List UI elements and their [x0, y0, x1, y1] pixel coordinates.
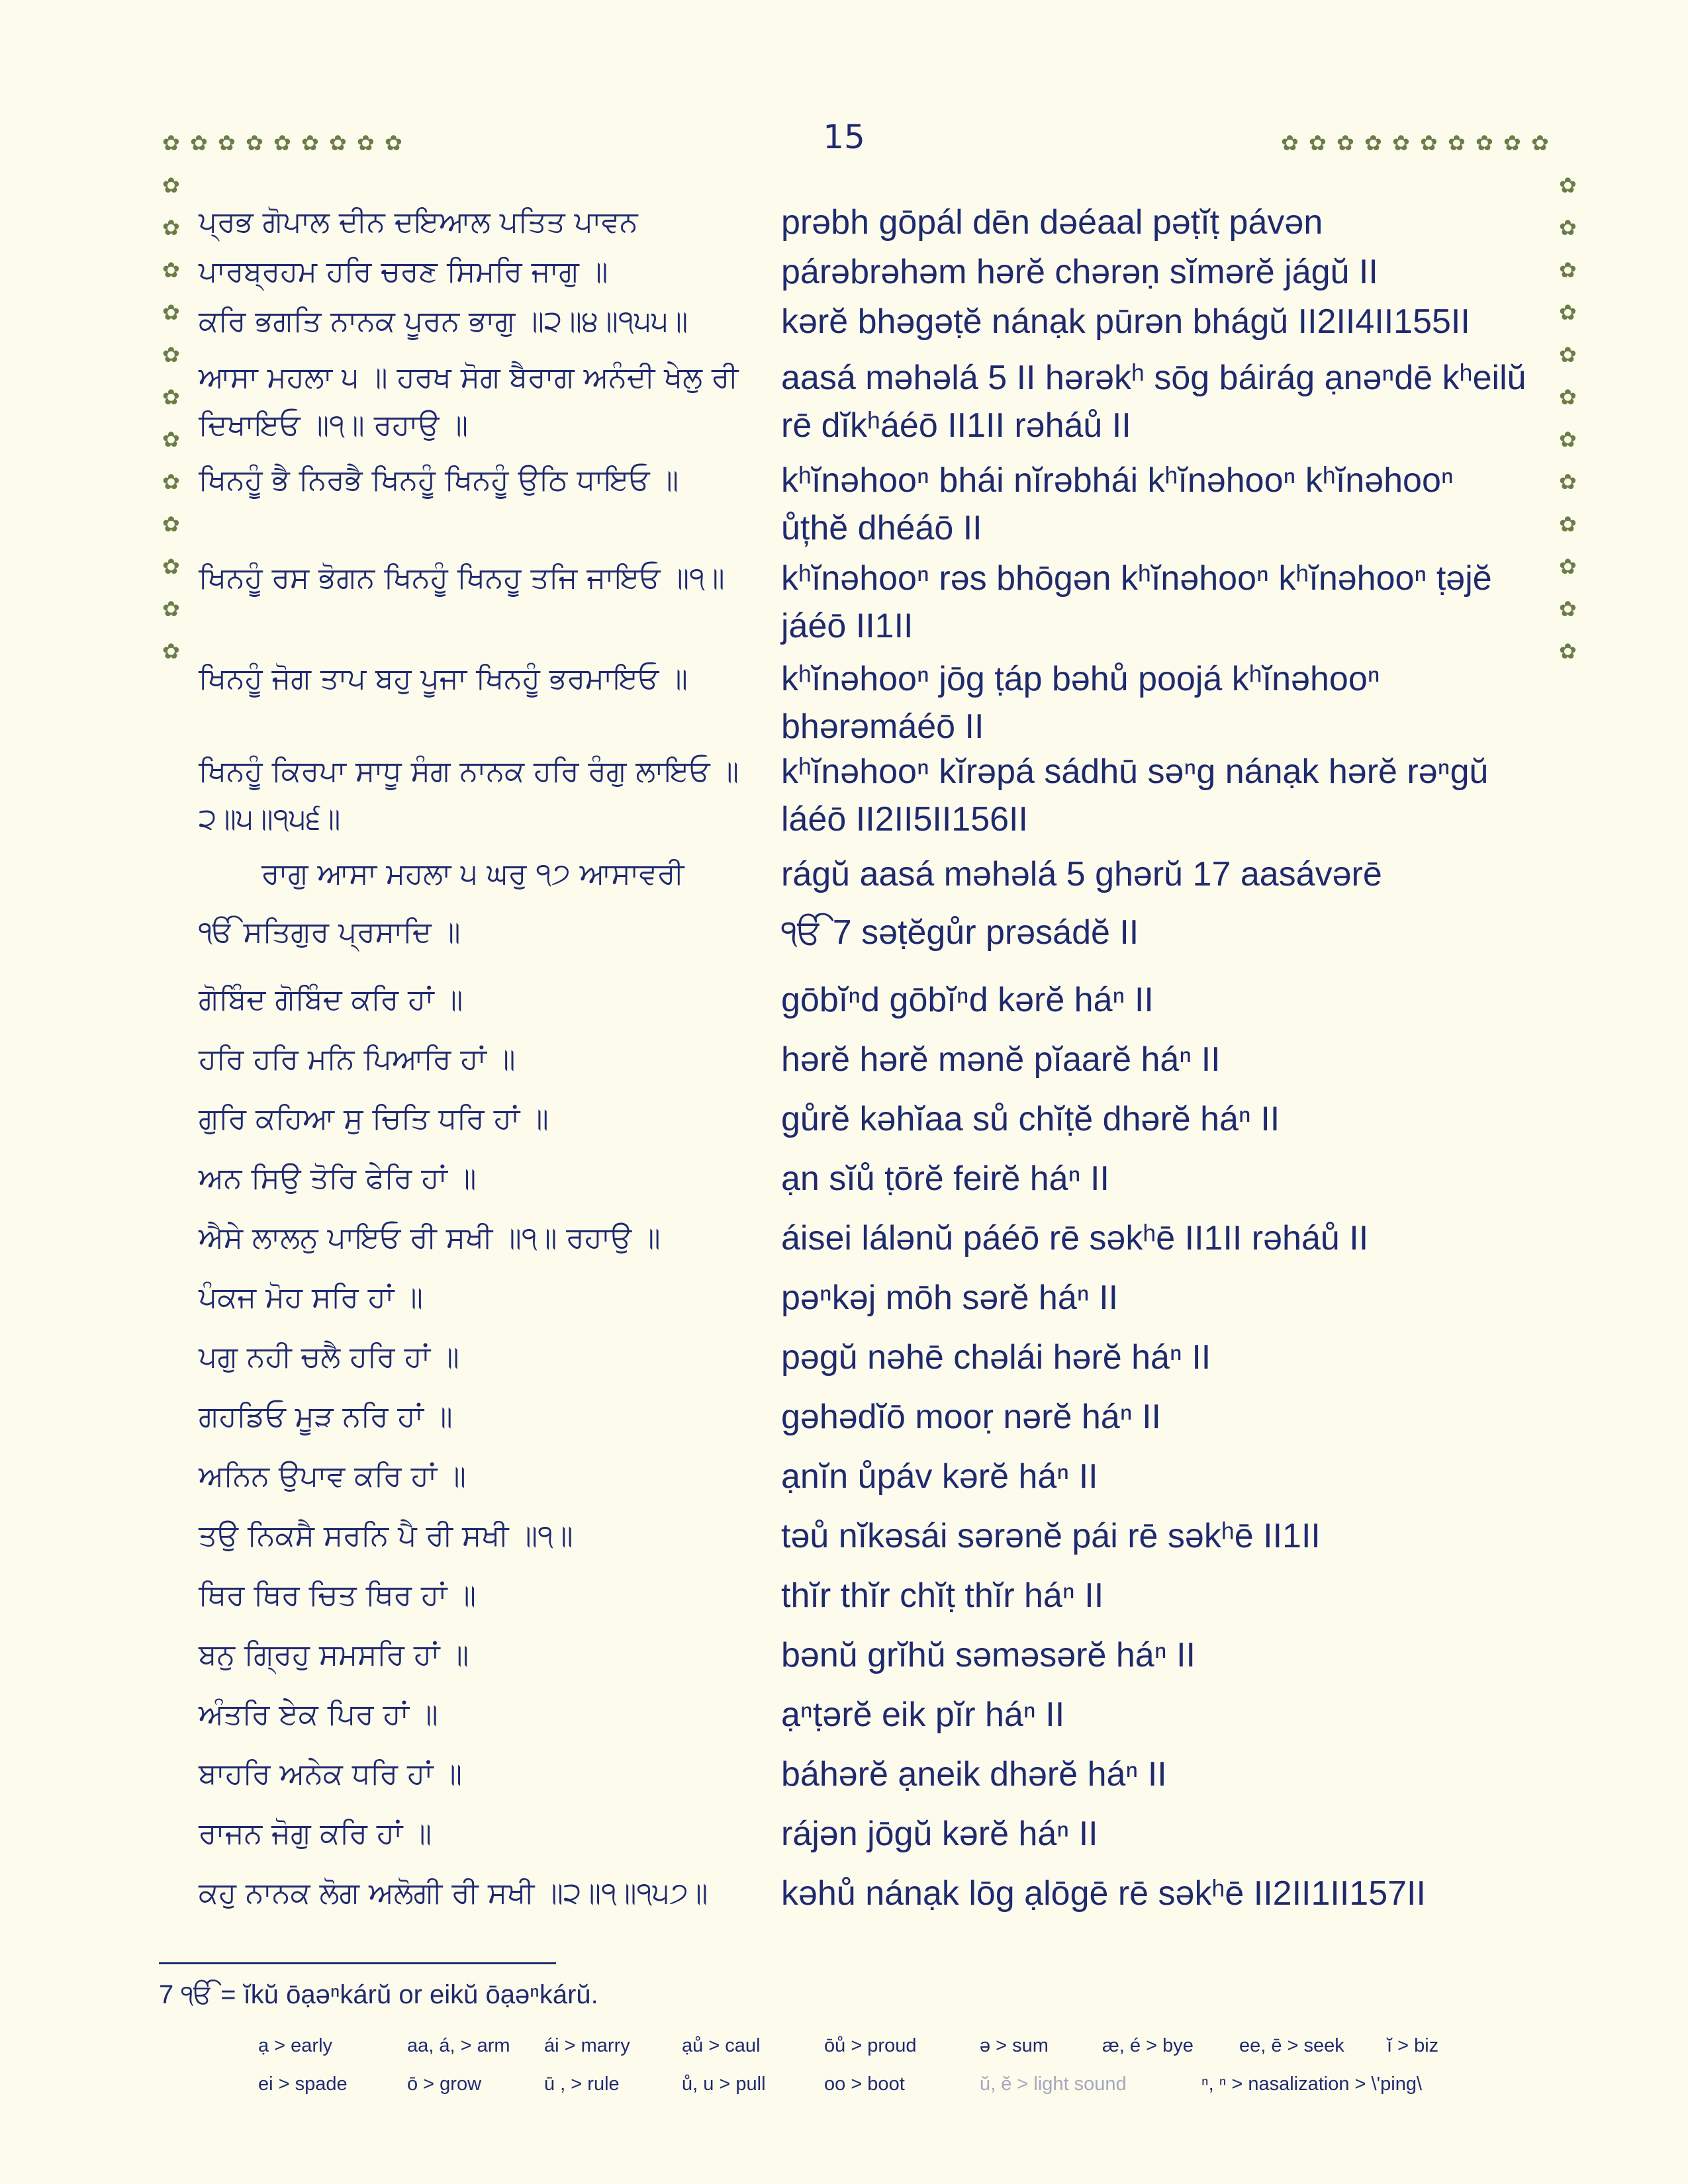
flower-ornament-icon: ✿ [1309, 130, 1327, 156]
transliteration-line: pəgŭ nəhē chəlái hərĕ háⁿ II [781, 1338, 1211, 1377]
gurmukhi-line: ਅਨਿਨ ਉਪਾਵ ਕਰਿ ਹਾਂ ॥ [199, 1459, 466, 1493]
flower-ornament-icon: ✿ [329, 130, 347, 156]
flower-ornament-icon: ✿ [218, 130, 236, 156]
transliteration-line: párəbrəhəm hərĕ chərəṇ sĭmərĕ jágŭ II [781, 253, 1378, 291]
gurmukhi-line: ਪੰਕਜ ਮੋਹ ਸਰਿ ਹਾਂ ॥ [199, 1281, 423, 1314]
flower-ornament-icon: ✿ [1559, 385, 1577, 410]
gurmukhi-line: ਗੁਰਿ ਕਹਿਆ ਸੁ ਚਿਤਿ ਧਰਿ ਹਾਂ ॥ [199, 1102, 549, 1136]
transliteration-line: prəbh gōpál dēn dəéaal pəṭĭṭ pávən [781, 203, 1323, 242]
gurmukhi-line: ਕਰਿ ਭਗਤਿ ਨਾਨਕ ਪੂਰਨ ਭਾਗੁ ॥੨॥੪॥੧੫੫॥ [199, 304, 688, 338]
flower-ornament-icon: ✿ [190, 130, 208, 156]
flower-ornament-icon: ✿ [273, 130, 291, 156]
gurmukhi-line: ਖਿਨਹੂੰ ਜੋਗ ਤਾਪ ਬਹੁ ਪੂਜਾ ਖਿਨਹੂੰ ਭਰਮਾਇਓ ॥ [199, 662, 688, 696]
flower-ornament-icon: ✿ [1531, 130, 1549, 156]
pronunciation-key-item: ạů > caul [682, 2035, 761, 2056]
flower-ornament-icon: ✿ [162, 215, 180, 240]
gurmukhi-line: ਗਹਡਿਓ ਮੂੜ ਨਰਿ ਹਾਂ ॥ [199, 1400, 453, 1433]
transliteration-line: kʰĭnəhooⁿ jōg ṭáp bəhů poojá kʰĭnəhooⁿ bhərəmáéō II [781, 660, 1380, 746]
gurmukhi-line: ਬਾਹਰਿ ਅਨੇਕ ਧਰਿ ਹਾਂ ॥ [199, 1757, 463, 1791]
flower-ornament-icon: ✿ [385, 130, 402, 156]
pronunciation-key-item: ĭ > biz [1387, 2035, 1439, 2056]
flower-ornament-icon: ✿ [1392, 130, 1410, 156]
pronunciation-key-item: ạ > early [258, 2035, 333, 2056]
flower-ornament-icon: ✿ [1559, 554, 1577, 579]
gurmukhi-line: ਬਨੁ ਗ੍ਰਿਹੁ ਸਮਸਰਿ ਹਾਂ ॥ [199, 1638, 469, 1672]
flower-ornament-icon: ✿ [1559, 257, 1577, 283]
transliteration-line: ạnĭn ůpáv kərĕ háⁿ II [781, 1457, 1098, 1496]
flower-ornament-icon: ✿ [162, 469, 180, 494]
gurmukhi-line: ਗੋਬਿੰਦ ਗੋਬਿੰਦ ਕਰਿ ਹਾਂ ॥ [199, 983, 463, 1017]
gurmukhi-line: ਕਹੁ ਨਾਨਕ ਲੋਗ ਅਲੋਗੀ ਰੀ ਸਖੀ ॥੨॥੧॥੧੫੭॥ [199, 1876, 708, 1910]
transliteration-line: aasá məhəlá 5 II hərəkʰ sōg báirág ạnəⁿdē kʰeilŭ rē dĭkʰáéō II1II rəháů II [781, 359, 1526, 445]
gurmukhi-line: ਥਿਰ ਥਿਰ ਚਿਤ ਥਿਰ ਹਾਂ ॥ [199, 1578, 477, 1612]
footnote-divider [159, 1962, 556, 1964]
flower-ornament-icon: ✿ [1559, 596, 1577, 621]
transliteration-line: báhərĕ ạneik dhərĕ háⁿ II [781, 1755, 1167, 1794]
flower-ornament-icon: ✿ [162, 639, 180, 664]
pronunciation-key-item: ōů > proud [824, 2035, 917, 2056]
page-number: 15 [823, 118, 865, 156]
flower-ornament-icon: ✿ [1559, 342, 1577, 367]
flower-ornament-icon: ✿ [301, 130, 319, 156]
flower-ornament-icon: ✿ [1503, 130, 1521, 156]
gurmukhi-line: ਤਉ ਨਿਕਸੈ ਸਰਨਿ ਪੈ ਰੀ ਸਖੀ ॥੧॥ [199, 1519, 573, 1553]
pronunciation-key-item: ⁿ, ⁿ > nasalization > \'ping\ [1201, 2073, 1423, 2095]
pronunciation-key-item: oo > boot [824, 2073, 905, 2095]
transliteration-line: kʰĭnəhooⁿ rəs bhōgən kʰĭnəhooⁿ kʰĭnəhooⁿ ṭəjĕ jáéō II1II [781, 559, 1492, 645]
gurmukhi-line: ਆਸਾ ਮਹਲਾ ੫ ॥ ਹਰਖ ਸੋਗ ਬੈਰਾਗ ਅਨੰਦੀ ਖੇਲੁ ਰੀ ਦਿਖਾਇਓ ॥੧॥ ਰਹਾਉ ॥ [199, 361, 739, 442]
pronunciation-key-item: ə > sum [980, 2035, 1049, 2056]
transliteration-line: hərĕ hərĕ mənĕ pĭaarĕ háⁿ II [781, 1040, 1221, 1079]
flower-ornament-icon: ✿ [1559, 427, 1577, 452]
gurmukhi-line: ਖਿਨਹੂੰ ਭੈ ਨਿਰਭੈ ਖਿਨਹੂੰ ਖਿਨਹੂੰ ਉਠਿ ਧਾਇਓ ॥ [199, 463, 679, 497]
transliteration-line: rájən jōgŭ kərĕ háⁿ II [781, 1815, 1098, 1853]
pronunciation-key-item: æ, é > bye [1102, 2035, 1194, 2056]
pronunciation-key-item: ee, ē > seek [1239, 2035, 1344, 2056]
gurmukhi-line: ਖਿਨਹੂੰ ਰਸ ਭੋਗਨ ਖਿਨਹੂੰ ਖਿਨਹੂ ਤਜਿ ਜਾਇਓ ॥੧॥ [199, 561, 725, 595]
flower-ornament-icon: ✿ [162, 554, 180, 579]
transliteration-line: ạn sĭů ṭōrĕ feirĕ háⁿ II [781, 1160, 1109, 1198]
gurmukhi-line: ਅਨ ਸਿਉ ਤੋਰਿ ਫੇਰਿ ਹਾਂ ॥ [199, 1161, 477, 1195]
gurmukhi-line: ਰਾਜਨ ਜੋਗੁ ਕਰਿ ਹਾਂ ॥ [199, 1817, 432, 1850]
flower-ornament-icon: ✿ [1559, 215, 1577, 240]
gurmukhi-line: ਹਰਿ ਹਰਿ ਮਨਿ ਪਿਆਰਿ ਹਾਂ ॥ [199, 1042, 516, 1076]
flower-ornament-icon: ✿ [162, 512, 180, 537]
flower-ornament-icon: ✿ [162, 300, 180, 325]
transliteration-line: gůrĕ kəhĭaa sů chĭṭĕ dhərĕ háⁿ II [781, 1100, 1280, 1138]
gurmukhi-line: ਐਸੇ ਲਾਲਨੁ ਪਾਇਓ ਰੀ ਸਖੀ ॥੧॥ ਰਹਾਉ ॥ [199, 1221, 661, 1255]
gurmukhi-line: ੴ ਸਤਿਗੁਰ ਪ੍ਰਸਾਦਿ ॥ [199, 915, 461, 949]
footnote: 7 ੴ = ĭkŭ ōạəⁿkárŭ or eikŭ ōạəⁿkárŭ. [159, 1980, 598, 2009]
flower-ornament-icon: ✿ [1448, 130, 1466, 156]
transliteration-line: kʰĭnəhooⁿ bhái nĭrəbhái kʰĭnəhooⁿ kʰĭnəhooⁿ ůțhĕ dhéáō II [781, 461, 1454, 547]
pronunciation-key-item: ū , > rule [544, 2073, 620, 2095]
flower-ornament-icon: ✿ [162, 427, 180, 452]
gurmukhi-line: ਪਗੁ ਨਹੀ ਚਲੈ ਹਰਿ ਹਾਂ ॥ [199, 1340, 459, 1374]
pronunciation-key-item: aa, á, > arm [407, 2035, 510, 2056]
flower-ornament-icon: ✿ [1420, 130, 1438, 156]
flower-ornament-icon: ✿ [1336, 130, 1354, 156]
flower-ornament-icon: ✿ [357, 130, 375, 156]
pronunciation-key-item: ái > marry [544, 2035, 630, 2056]
gurmukhi-line: ਖਿਨਹੂੰ ਕਿਰਪਾ ਸਾਧੂ ਸੰਗ ਨਾਨਕ ਹਰਿ ਰੰਗੁ ਲਾਇਓ ॥੨॥੫॥੧੫੬॥ [199, 754, 739, 836]
flower-ornament-icon: ✿ [1559, 512, 1577, 537]
flower-ornament-icon: ✿ [162, 342, 180, 367]
flower-ornament-icon: ✿ [162, 173, 180, 198]
pronunciation-key-item: ŭ, ĕ > light sound [980, 2073, 1127, 2095]
flower-ornament-icon: ✿ [1559, 173, 1577, 198]
transliteration-heading: rágŭ aasá məhəlá 5 ghərŭ 17 aasávərē [781, 855, 1382, 893]
transliteration-line: ạⁿṭərĕ eik pĭr háⁿ II [781, 1696, 1065, 1734]
transliteration-line: pəⁿkəj mōh sərĕ háⁿ II [781, 1279, 1119, 1317]
gurmukhi-line: ਪਾਰਬ੍ਰਹਮ ਹਰਿ ਚਰਣ ਸਿਮਰਿ ਜਾਗੁ ॥ [199, 255, 608, 289]
flower-ornament-icon: ✿ [162, 257, 180, 283]
flower-ornament-icon: ✿ [1476, 130, 1493, 156]
flower-ornament-icon: ✿ [1559, 469, 1577, 494]
transliteration-line: təů nĭkəsái sərənĕ pái rē səkʰē II1II [781, 1517, 1321, 1555]
flower-ornament-icon: ✿ [162, 130, 180, 156]
pronunciation-key-item: ů, u > pull [682, 2073, 766, 2095]
transliteration-line: kʰĭnəhooⁿ kĭrəpá sádhū səⁿg nánạk hərĕ rəⁿgŭ láéō II2II5II156II [781, 752, 1489, 839]
pronunciation-key-item: ei > spade [258, 2073, 348, 2095]
pronunciation-key-item: ō > grow [407, 2073, 482, 2095]
flower-ornament-icon: ✿ [246, 130, 263, 156]
transliteration-line: gəhədĭō mooṛ nərĕ háⁿ II [781, 1398, 1162, 1436]
gurmukhi-heading: ਰਾਗੁ ਆਸਾ ਮਹਲਾ ੫ ਘਰੁ ੧੭ ਆਸਾਵਰੀ [261, 857, 684, 891]
flower-ornament-icon: ✿ [1559, 300, 1577, 325]
flower-ornament-icon: ✿ [1364, 130, 1382, 156]
gurmukhi-line: ਅੰਤਰਿ ਏਕ ਪਿਰ ਹਾਂ ॥ [199, 1698, 438, 1731]
flower-ornament-icon: ✿ [1559, 639, 1577, 664]
transliteration-line: kərĕ bhəgəṭĕ nánạk pūrən bhágŭ II2II4II155II [781, 302, 1470, 341]
transliteration-line: kəhů nánạk lōg ạlōgē rē səkʰē II2II1II157II [781, 1874, 1426, 1913]
flower-ornament-icon: ✿ [1281, 130, 1299, 156]
flower-ornament-icon: ✿ [162, 596, 180, 621]
transliteration-line: bənŭ grĭhŭ səməsərĕ háⁿ II [781, 1636, 1196, 1674]
flower-ornament-icon: ✿ [162, 385, 180, 410]
transliteration-line: ੴ 7 səṭĕgůr prəsádĕ II [781, 913, 1139, 952]
transliteration-line: áisei lálənŭ páéō rē səkʰē II1II rəháů II [781, 1219, 1369, 1257]
transliteration-line: gōbĭⁿd gōbĭⁿd kərĕ háⁿ II [781, 981, 1154, 1019]
gurmukhi-line: ਪ੍ਰਭ ਗੋਪਾਲ ਦੀਨ ਦਇਆਲ ਪਤਿਤ ਪਾਵਨ [199, 205, 638, 239]
transliteration-line: thĭr thĭr chĭṭ thĭr háⁿ II [781, 1576, 1104, 1615]
